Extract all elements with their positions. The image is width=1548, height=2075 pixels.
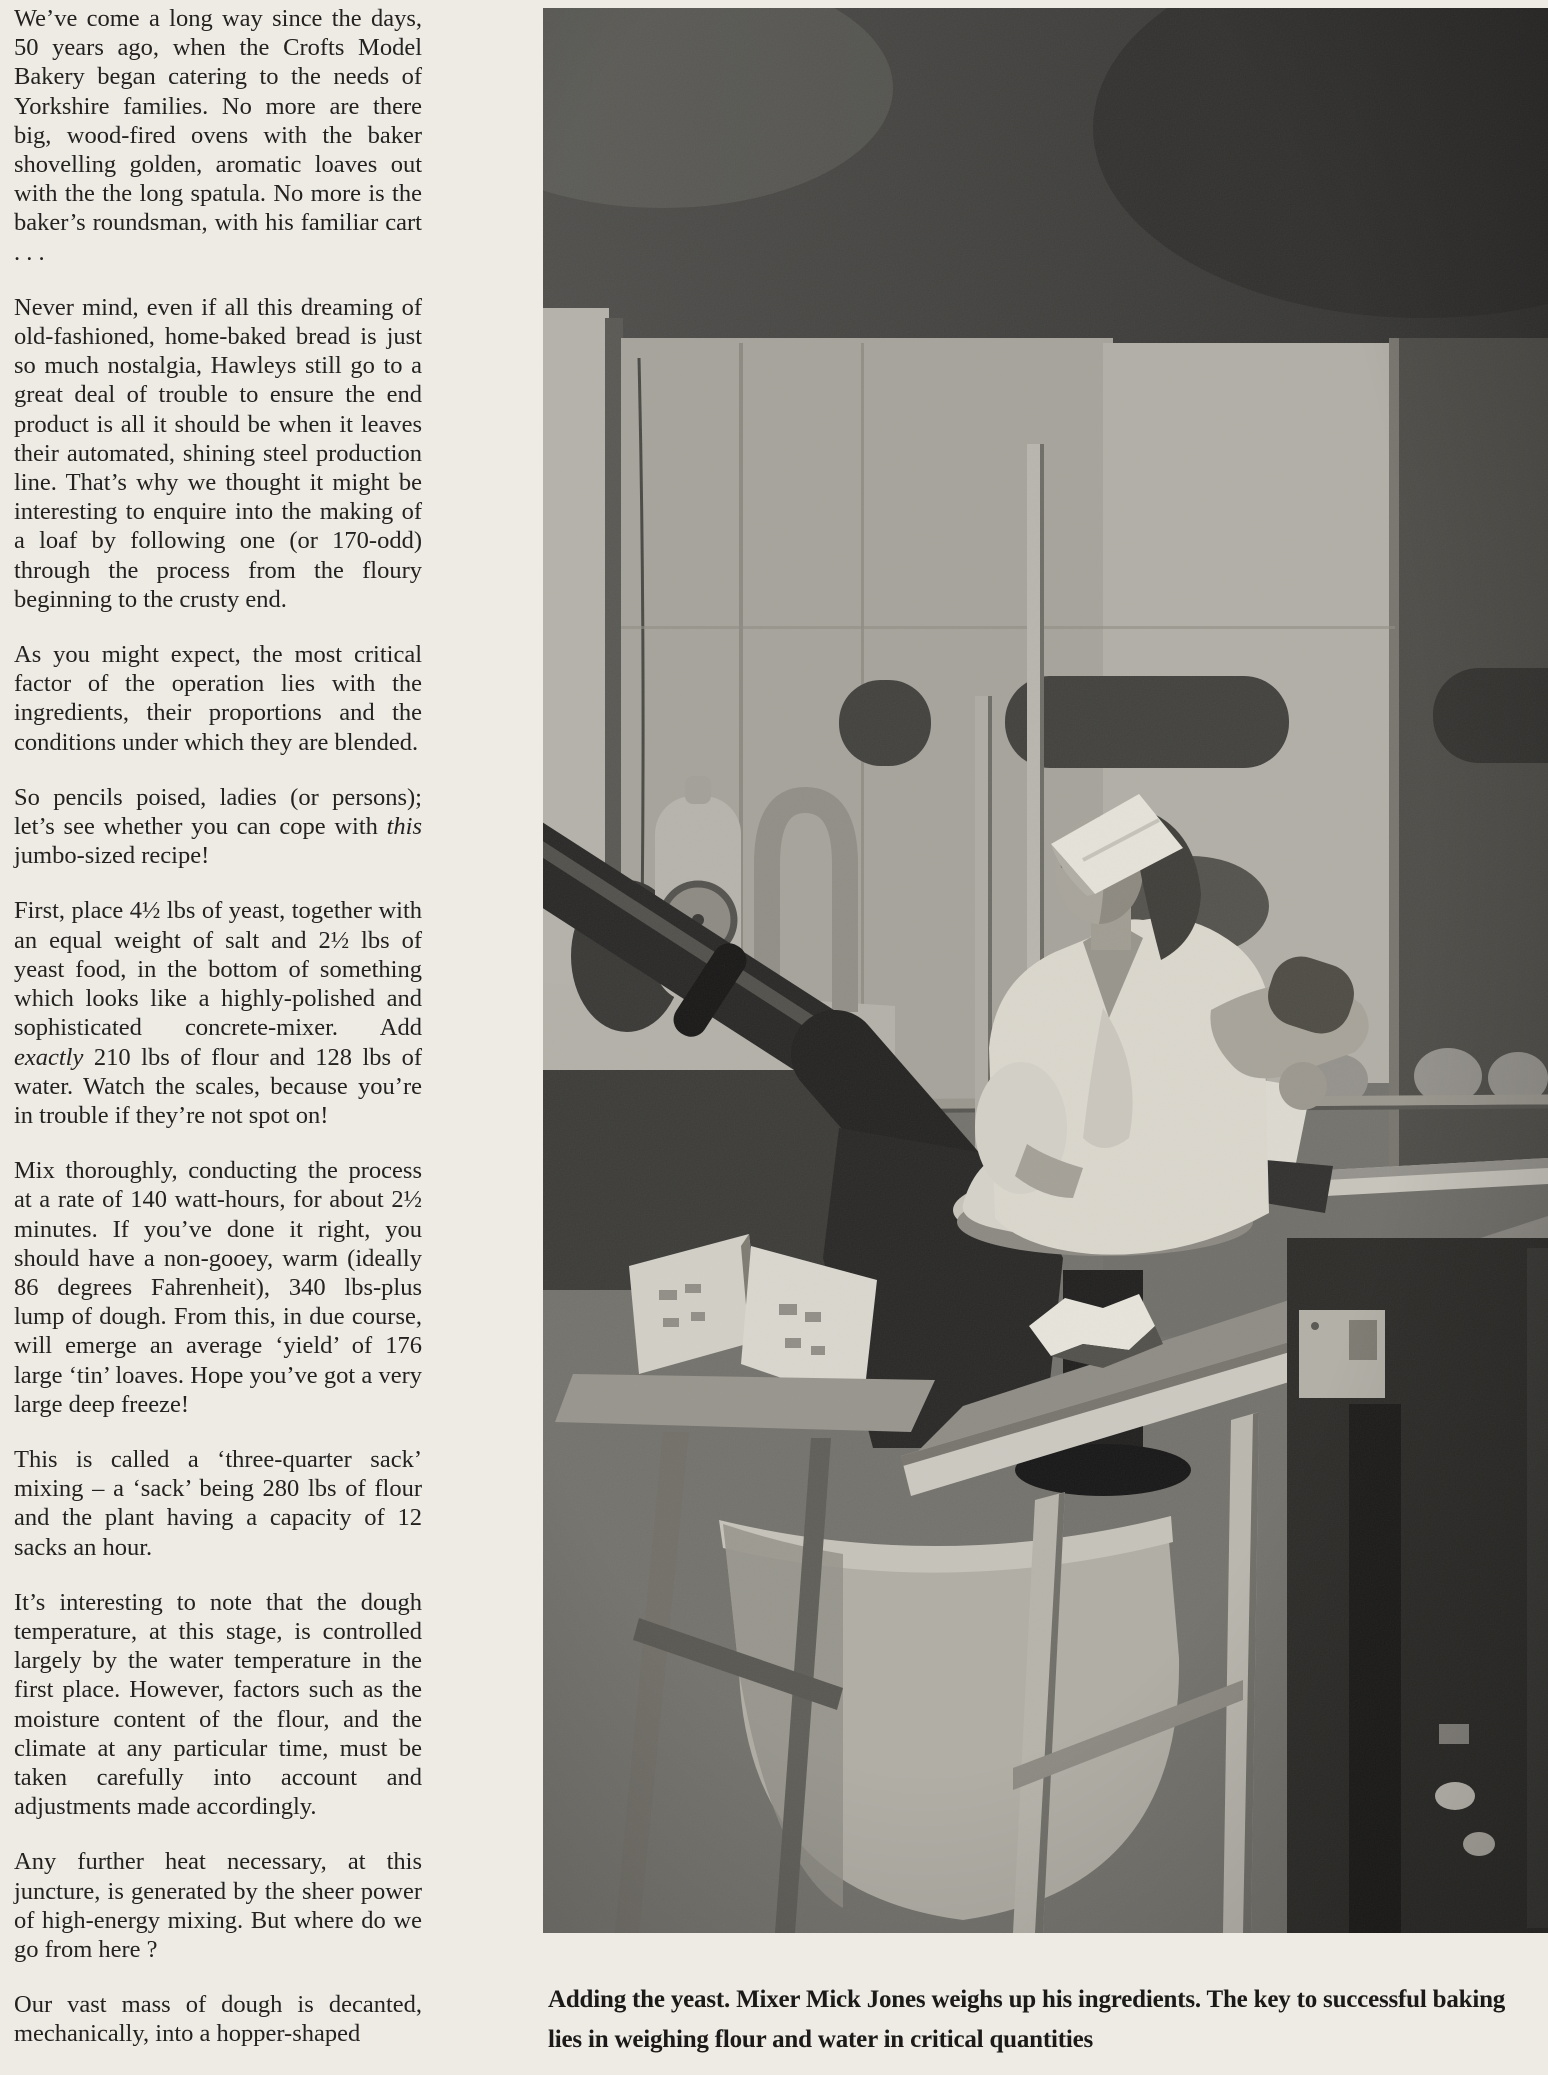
article-paragraph: As you might expect, the most critical factor of the operation lies with the ingredients, their proportions and the conditions under which they are blended. (14, 641, 422, 756)
article-paragraph: Any further heat necessary, at this juncture, is generated by the sheer power of high-energy mixing. But where do we go from here ? (14, 1848, 422, 1963)
article-paragraph: Mix thoroughly, conducting the process at a rate of 140 watt-hours, for about 2½ minutes. If you’ve done it right, you should have a non-gooey, warm (ideally 86 degrees Fahrenheit), 340 lbs-plus lump of dough. From this, in due course, will emerge an average ‘yield’ of 176 large ‘tin’ loaves. Hope you’ve got a very large deep freeze! (14, 1157, 422, 1418)
article-paragraph: So pencils poised, ladies (or persons); let’s see whether you can cope with this jumbo-sized recipe! (14, 783, 422, 870)
article-paragraph: Our vast mass of dough is decanted, mechanically, into a hopper-shaped (14, 1991, 422, 2048)
article-paragraph: Never mind, even if all this dreaming of old-fashioned, home-baked bread is just so much nostalgia, Hawleys still go to a great deal of trouble to ensure the end product is all it should be when it leaves their automated, shining steel production line. That’s why we thought it might be interesting to enquire into the making of a loaf by following one (or 170-odd) through the process from the floury beginning to the crusty end. (14, 293, 422, 613)
article-paragraph: We’ve come a long way since the days, 50 years ago, when the Crofts Model Bakery began catering to the needs of Yorkshire families. No more are there big, wood-fired ovens with the baker shovelling golden, aromatic loaves out with the the long spatula. No more is the baker’s roundsman, with his familiar cart . . . (14, 5, 422, 266)
vignette (543, 8, 1548, 1933)
bakery-photo-illustration (543, 8, 1548, 1933)
article-paragraph: First, place 4½ lbs of yeast, together with an equal weight of salt and 2½ lbs of yeast food, in the bottom of something which looks like a highly-polished and sophisticated concrete-mixer. Add exactly 210 lbs of flour and 128 lbs of water. Watch the scales, because you’re in trouble if they’re not spot on! (14, 897, 422, 1129)
bakery-photo (543, 8, 1548, 1933)
article-column (14, 4, 422, 2075)
article-paragraph: It’s interesting to note that the dough temperature, at this stage, is controlled largely by the water temperature in the first place. However, factors such as the moisture content of the flour, and the climate at any particular time, must be taken carefully into account and adjustments made accordingly. (14, 1588, 422, 1821)
photo-caption: Adding the yeast. Mixer Mick Jones weighs up his ingredients. The key to successful baking lies in weighing flour and water in critical quantities (548, 1986, 1506, 2053)
article-paragraph: This is called a ‘three-quarter sack’ mixing – a ‘sack’ being 280 lbs of flour and the plant having a capacity of 12 sacks an hour. (14, 1445, 422, 1561)
